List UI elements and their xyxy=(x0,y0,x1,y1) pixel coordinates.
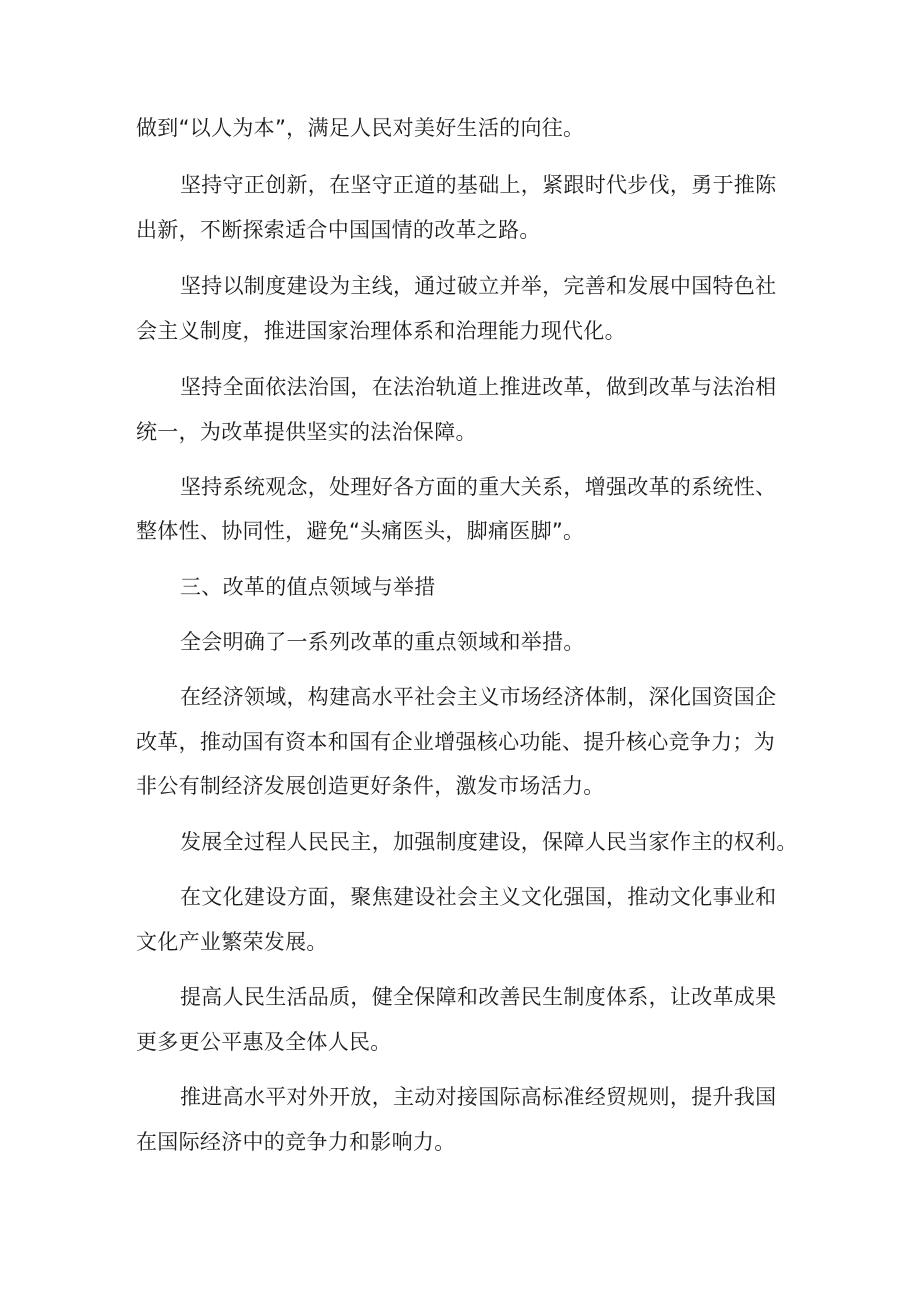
paragraph-line: 坚持全面依法治国，在法治轨道上推进改革，做到改革与法治相 xyxy=(180,375,777,399)
paragraph-line: 坚持守正创新，在坚守正道的基础上，紧跟时代步伐，勇于推陈 xyxy=(180,173,777,197)
paragraph-line: 统一，为改革提供坚实的法治保障。 xyxy=(136,420,477,444)
paragraph-3-line-2 xyxy=(0,311,920,351)
paragraph-2-line-2 xyxy=(0,210,920,250)
section-paragraph-2-line-2 xyxy=(0,722,920,762)
section-paragraph-6-line-2 xyxy=(0,1122,920,1162)
paragraph-line: 坚持以制度建设为主线，通过破立并举，完善和发展中国特色社 xyxy=(180,274,777,298)
paragraph-line: 发展全过程人民民主，加强制度建设，保障人民当家作主的权利。 xyxy=(180,830,798,854)
paragraph-line: 在经济领域，构建高水平社会主义市场经济体制，深化国资国企 xyxy=(180,685,777,709)
paragraph-line: 在国际经济中的竞争力和影响力。 xyxy=(136,1130,456,1154)
section-paragraph-6 xyxy=(0,1077,920,1117)
paragraph-line: 改革，推动国有资本和国有企业增强核心功能、提升核心竞争力；为 xyxy=(136,730,775,754)
paragraph-line: 整体性、协同性，避免“头痛医头，脚痛医脚”。 xyxy=(136,519,585,543)
section-paragraph-4 xyxy=(0,877,920,917)
paragraph-5-line-2 xyxy=(0,511,920,551)
section-paragraph-4-line-2 xyxy=(0,922,920,962)
paragraph-2 xyxy=(0,165,920,205)
paragraph-line: 会主义制度，推进国家治理体系和治理能力现代化。 xyxy=(136,319,626,343)
paragraph-line: 全会明确了一系列改革的重点领域和举措。 xyxy=(180,630,585,654)
section-heading-text: 三、改革的值点领域与举措 xyxy=(180,575,436,599)
paragraph-line: 在文化建设方面，聚焦建设社会主义文化强国，推动文化事业和 xyxy=(180,885,777,909)
paragraph-3 xyxy=(0,266,920,306)
section-paragraph-2-line-3 xyxy=(0,766,920,806)
paragraph-line: 推进高水平对外开放，主动对接国际高标准经贸规则，提升我国 xyxy=(180,1085,777,1109)
paragraph-1 xyxy=(0,108,920,148)
paragraph-4 xyxy=(0,367,920,407)
section-paragraph-3 xyxy=(0,822,920,862)
section-paragraph-2 xyxy=(0,677,920,717)
paragraph-line: 做到“以人为本”，满足人民对美好生活的向往。 xyxy=(136,116,585,140)
paragraph-4-line-2 xyxy=(0,412,920,452)
paragraph-line: 文化产业繁荣发展。 xyxy=(136,930,328,954)
section-heading xyxy=(0,567,920,607)
paragraph-line: 坚持系统观念，处理好各方面的重大关系，增强改革的系统性、 xyxy=(180,475,777,499)
section-paragraph-5-line-2 xyxy=(0,1022,920,1062)
paragraph-line: 更多更公平惠及全体人民。 xyxy=(136,1030,392,1054)
paragraph-5 xyxy=(0,467,920,507)
section-paragraph-5 xyxy=(0,977,920,1017)
paragraph-line: 非公有制经济发展创造更好条件，激发市场活力。 xyxy=(136,774,605,798)
section-paragraph-1 xyxy=(0,622,920,662)
paragraph-line: 提高人民生活品质，健全保障和改善民生制度体系，让改革成果 xyxy=(180,985,777,1009)
paragraph-line: 出新，不断探索适合中国国情的改革之路。 xyxy=(136,218,541,242)
